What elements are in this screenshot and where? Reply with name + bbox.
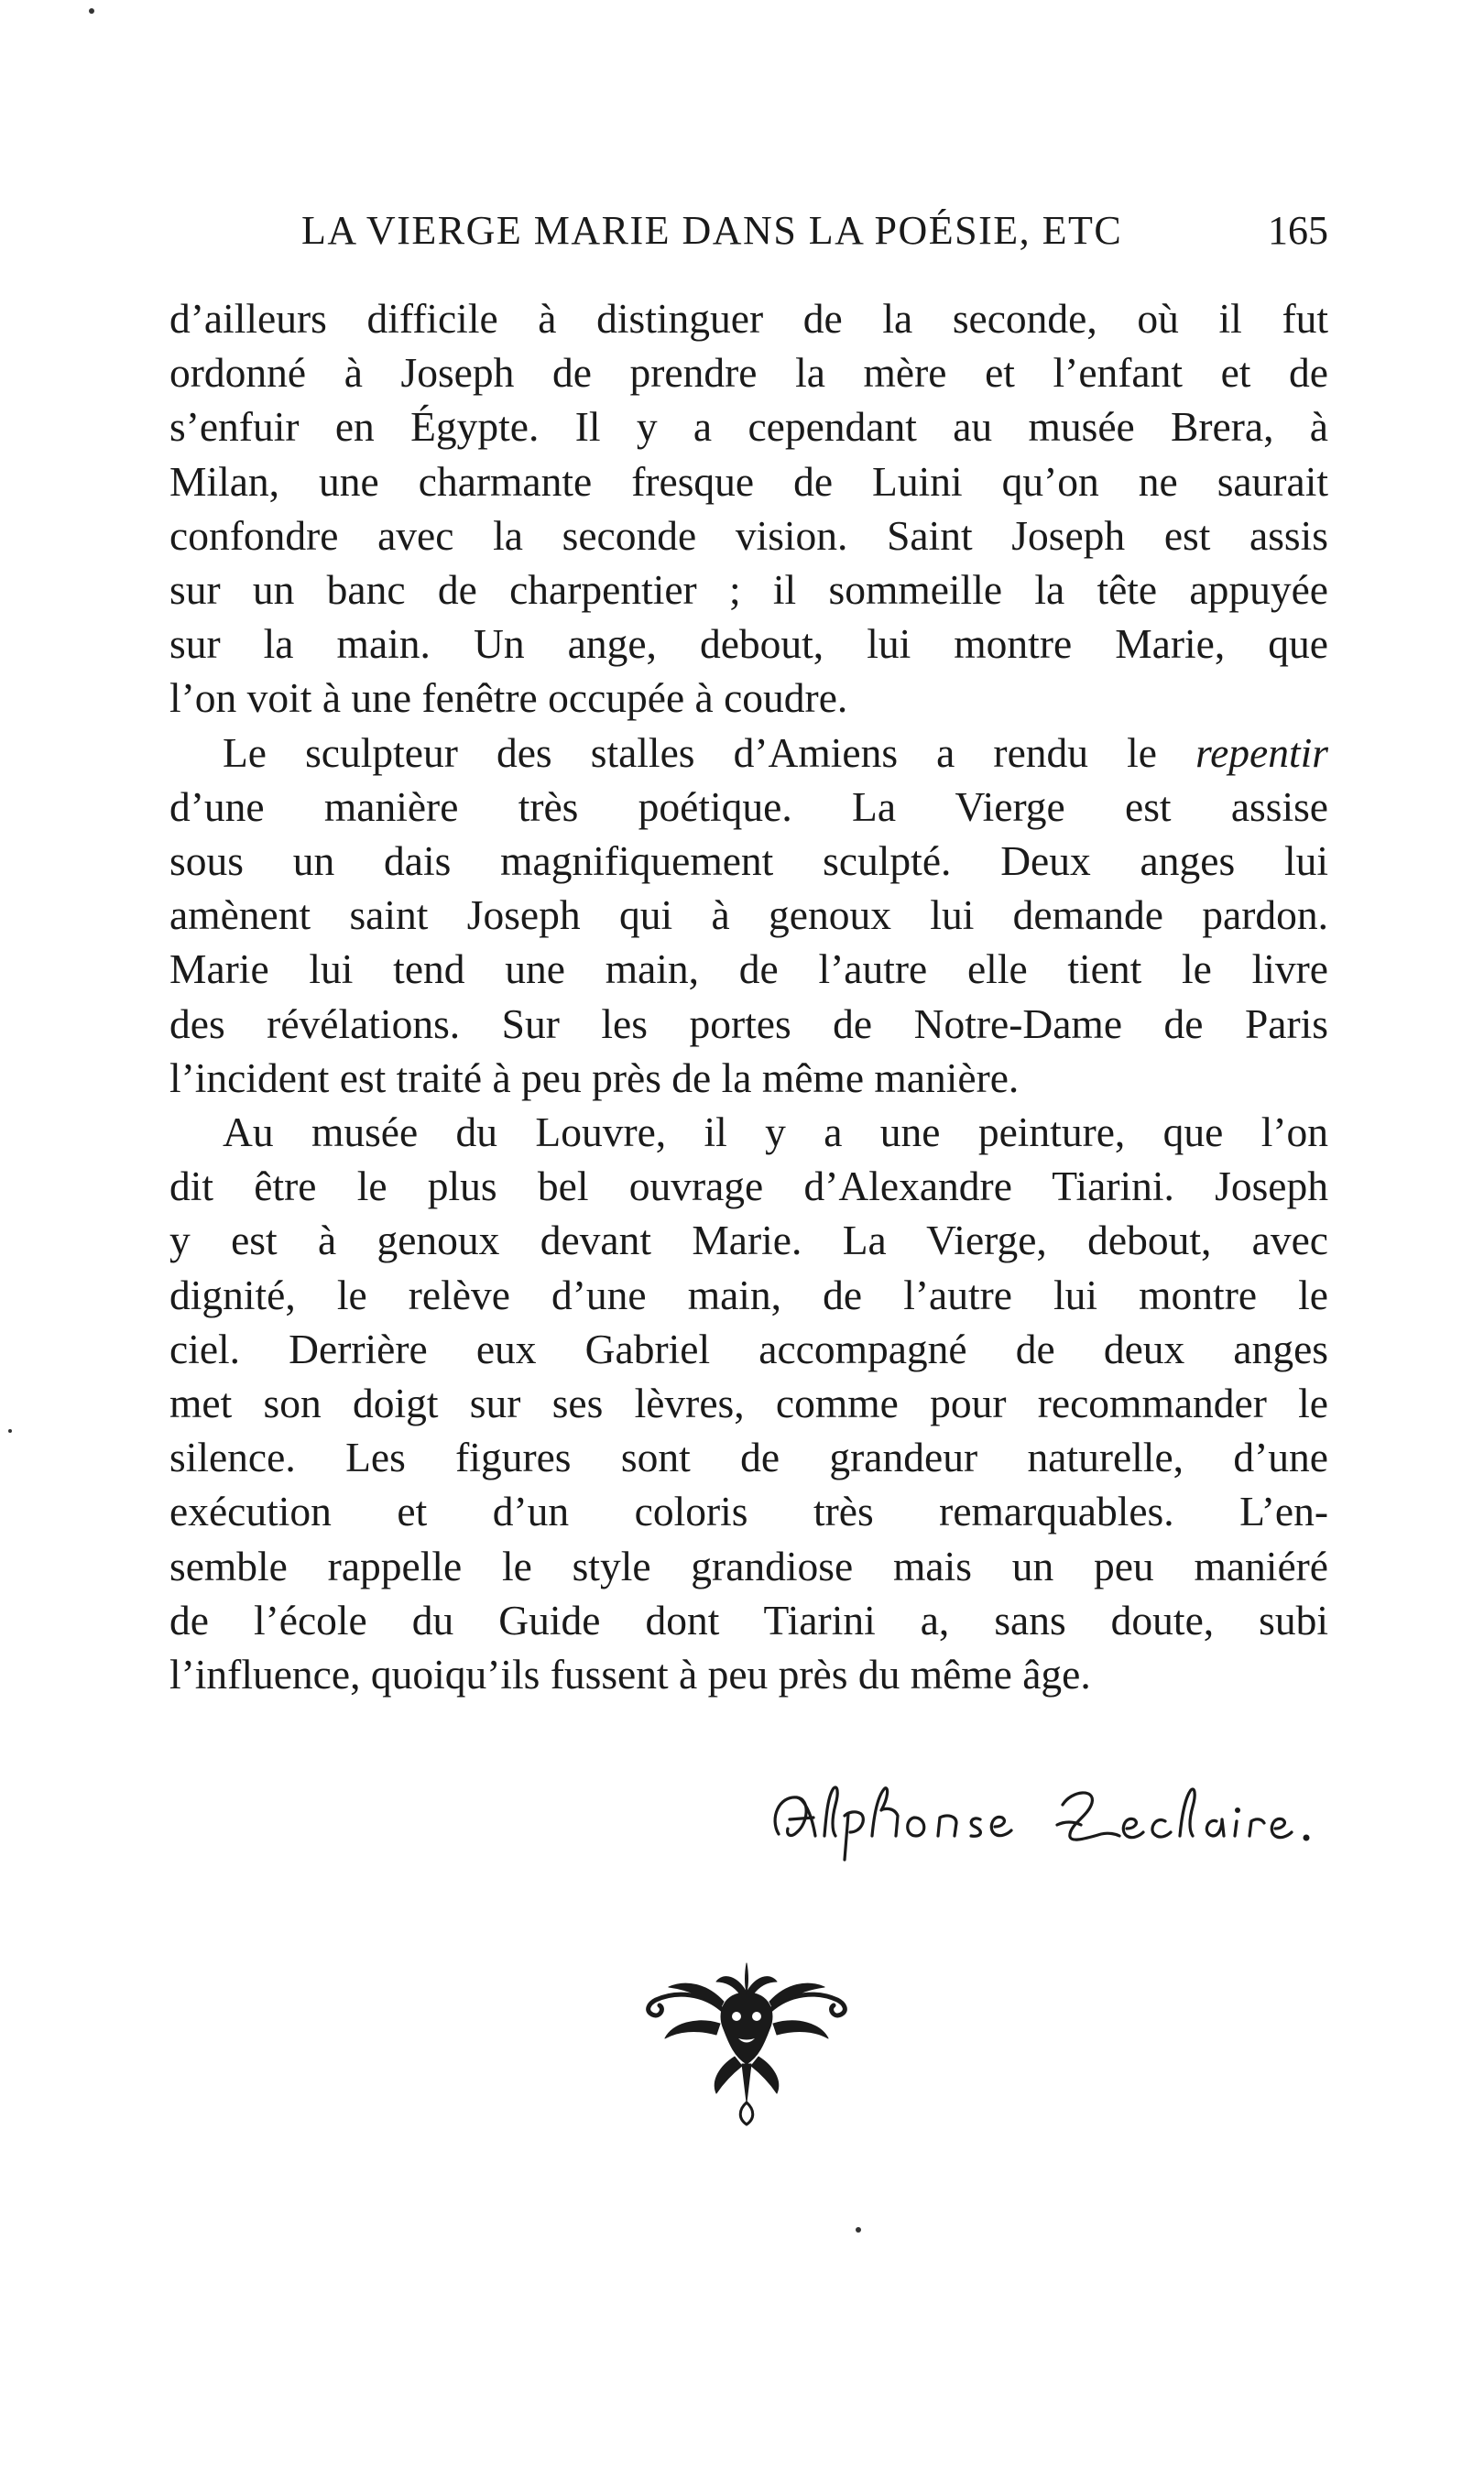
floral-tailpiece-ornament-icon [632,1956,861,2130]
text-line: s’enfuir en Égypte. Il y a cependant au musée Brera, à [169,403,1328,451]
text-line: Au musée du Louvre, il y a une peinture, que l’on [223,1108,1328,1156]
text-line: l’incident est traité à peu près de la même manière. [169,1054,1020,1101]
italic-word: repentir [1195,728,1328,776]
text-line: sous un dais magnifiquement sculpté. Deux anges lui [169,837,1328,885]
text-line: confondre avec la seconde vision. Saint Joseph est assis [169,511,1328,559]
text-line: l’on voit à une fenêtre occupée à coudre. [169,674,848,722]
speck-mark [89,8,94,14]
handwritten-signature [760,1768,1319,1869]
text-line: de l’école du Guide dont Tiarini a, sans doute, subi [169,1596,1328,1644]
body-text [169,291,1328,1701]
paragraph-1 [169,291,1328,726]
text-line: Marie lui tend une main, de l’autre elle tient le livre [169,945,1328,993]
text-line: l’influence, quoiqu’ils fussent à peu près du même âge. [169,1651,1091,1698]
text-line: dignité, le relève d’une main, de l’autre lui montre le [169,1271,1328,1318]
text-line: d’ailleurs difficile à distinguer de la seconde, où il fut [169,295,1328,342]
speck-mark [856,2227,861,2233]
text-line: ciel. Derrière eux Gabriel accompagné de deux anges [169,1325,1328,1372]
text-line: Milan, une charmante fresque de Luini qu’on ne saurait [169,457,1328,505]
text-line: sur la main. Un ange, debout, lui montre Marie, que [169,620,1328,668]
text-line: amènent saint Joseph qui à genoux lui demande pardon. [169,891,1328,939]
running-title: LA VIERGE MARIE DANS LA POÉSIE, ETC [301,208,1123,253]
text-line: dit être le plus bel ouvrage d’Alexandre Tiarini. Joseph [169,1163,1328,1210]
page-number: 165 [1268,208,1328,253]
speck-mark [8,1429,12,1433]
text-line: semble rappelle le style grandiose mais un peu maniéré [169,1542,1328,1589]
running-header [169,207,1328,262]
text-line: des révélations. Sur les portes de Notre-Dame de Paris [169,999,1328,1047]
paragraph-2 [169,726,1328,1105]
text-line: sur un banc de charpentier ; il sommeille la tête appuyée [169,566,1328,614]
paragraph-3 [169,1105,1328,1701]
text-line: y est à genoux devant Marie. La Vierge, debout, avec [169,1217,1328,1264]
text-line: met son doigt sur ses lèvres, comme pour recommander le [169,1380,1328,1427]
text-line: ordonné à Joseph de prendre la mère et l’enfant et de [169,349,1328,397]
text-line: Le sculpteur des stalles d’Amiens a rendu le repentir [223,728,1328,776]
text-line: exécution et d’un coloris très remarquables. L’en- [169,1488,1328,1535]
text-line: d’une manière très poétique. La Vierge est assise [169,782,1328,830]
text-line: silence. Les figures sont de grandeur naturelle, d’une [169,1434,1328,1481]
